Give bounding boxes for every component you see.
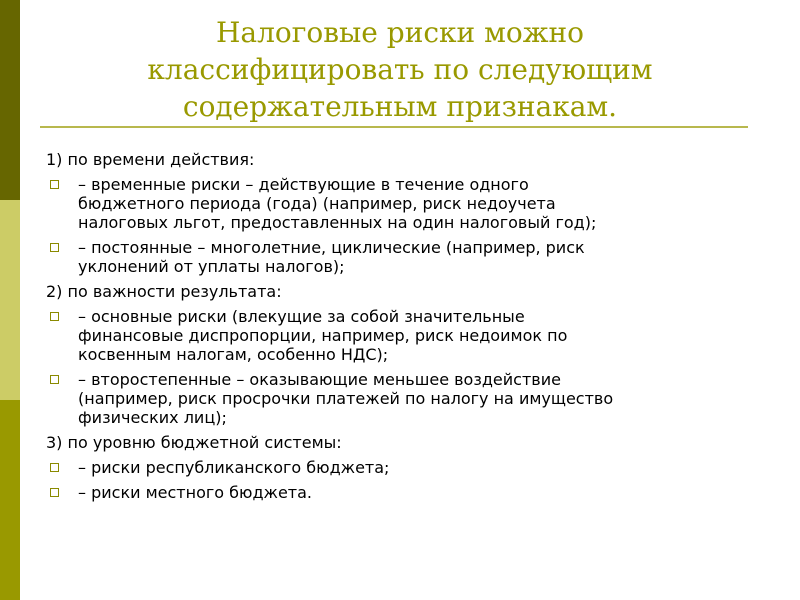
- square-outline-bullet-icon: [50, 375, 59, 384]
- square-outline-bullet-icon: [50, 243, 59, 252]
- list-item: [46, 307, 786, 364]
- list-item-line: – риски местного бюджета.: [78, 483, 313, 502]
- slide-content: [46, 150, 786, 508]
- sidebar-stripe-mid: [0, 400, 20, 600]
- list-item: [46, 370, 786, 427]
- section-heading: 3) по уровню бюджетной системы:: [46, 433, 342, 452]
- section-heading: 1) по времени действия:: [46, 150, 255, 169]
- square-outline-bullet-icon: [50, 312, 59, 321]
- list-item: [46, 458, 786, 477]
- list-item-line: – временные риски – действующие в течение одного: [78, 175, 529, 194]
- list-item-line: налоговых льгот, предоставленных на один налоговый год);: [78, 213, 597, 232]
- slide-title: [60, 14, 740, 125]
- list-item-line: косвенным налогам, особенно НДС);: [78, 345, 389, 364]
- list-item-line: – постоянные – многолетние, циклические (например, риск: [78, 238, 585, 257]
- sidebar-stripe-dark: [0, 0, 20, 200]
- list-item-line: – второстепенные – оказывающие меньшее воздействие: [78, 370, 561, 389]
- title-line: классифицировать по следующим: [147, 53, 653, 86]
- list-item-line: – риски республиканского бюджета;: [78, 458, 390, 477]
- list-item-line: (например, риск просрочки платежей по налогу на имущество: [78, 389, 614, 408]
- list-item-line: физических лиц);: [78, 408, 227, 427]
- list-item-line: уклонений от уплаты налогов);: [78, 257, 345, 276]
- title-line: Налоговые риски можно: [215, 16, 585, 49]
- sidebar-stripes: [0, 0, 20, 600]
- list-item-line: бюджетного периода (года) (например, риск недоучета: [78, 194, 556, 213]
- square-outline-bullet-icon: [50, 180, 59, 189]
- list-item: [46, 175, 786, 232]
- title-line: содержательным признакам.: [182, 90, 618, 123]
- list-item-line: финансовые диспропорции, например, риск недоимок по: [78, 326, 568, 345]
- sidebar-stripe-light: [0, 200, 20, 400]
- square-outline-bullet-icon: [50, 488, 59, 497]
- list-item: [46, 483, 786, 502]
- square-outline-bullet-icon: [50, 463, 59, 472]
- list-item-line: – основные риски (влекущие за собой значительные: [78, 307, 525, 326]
- list-item: [46, 238, 786, 276]
- title-divider: [40, 126, 748, 128]
- section-heading: 2) по важности результата:: [46, 282, 282, 301]
